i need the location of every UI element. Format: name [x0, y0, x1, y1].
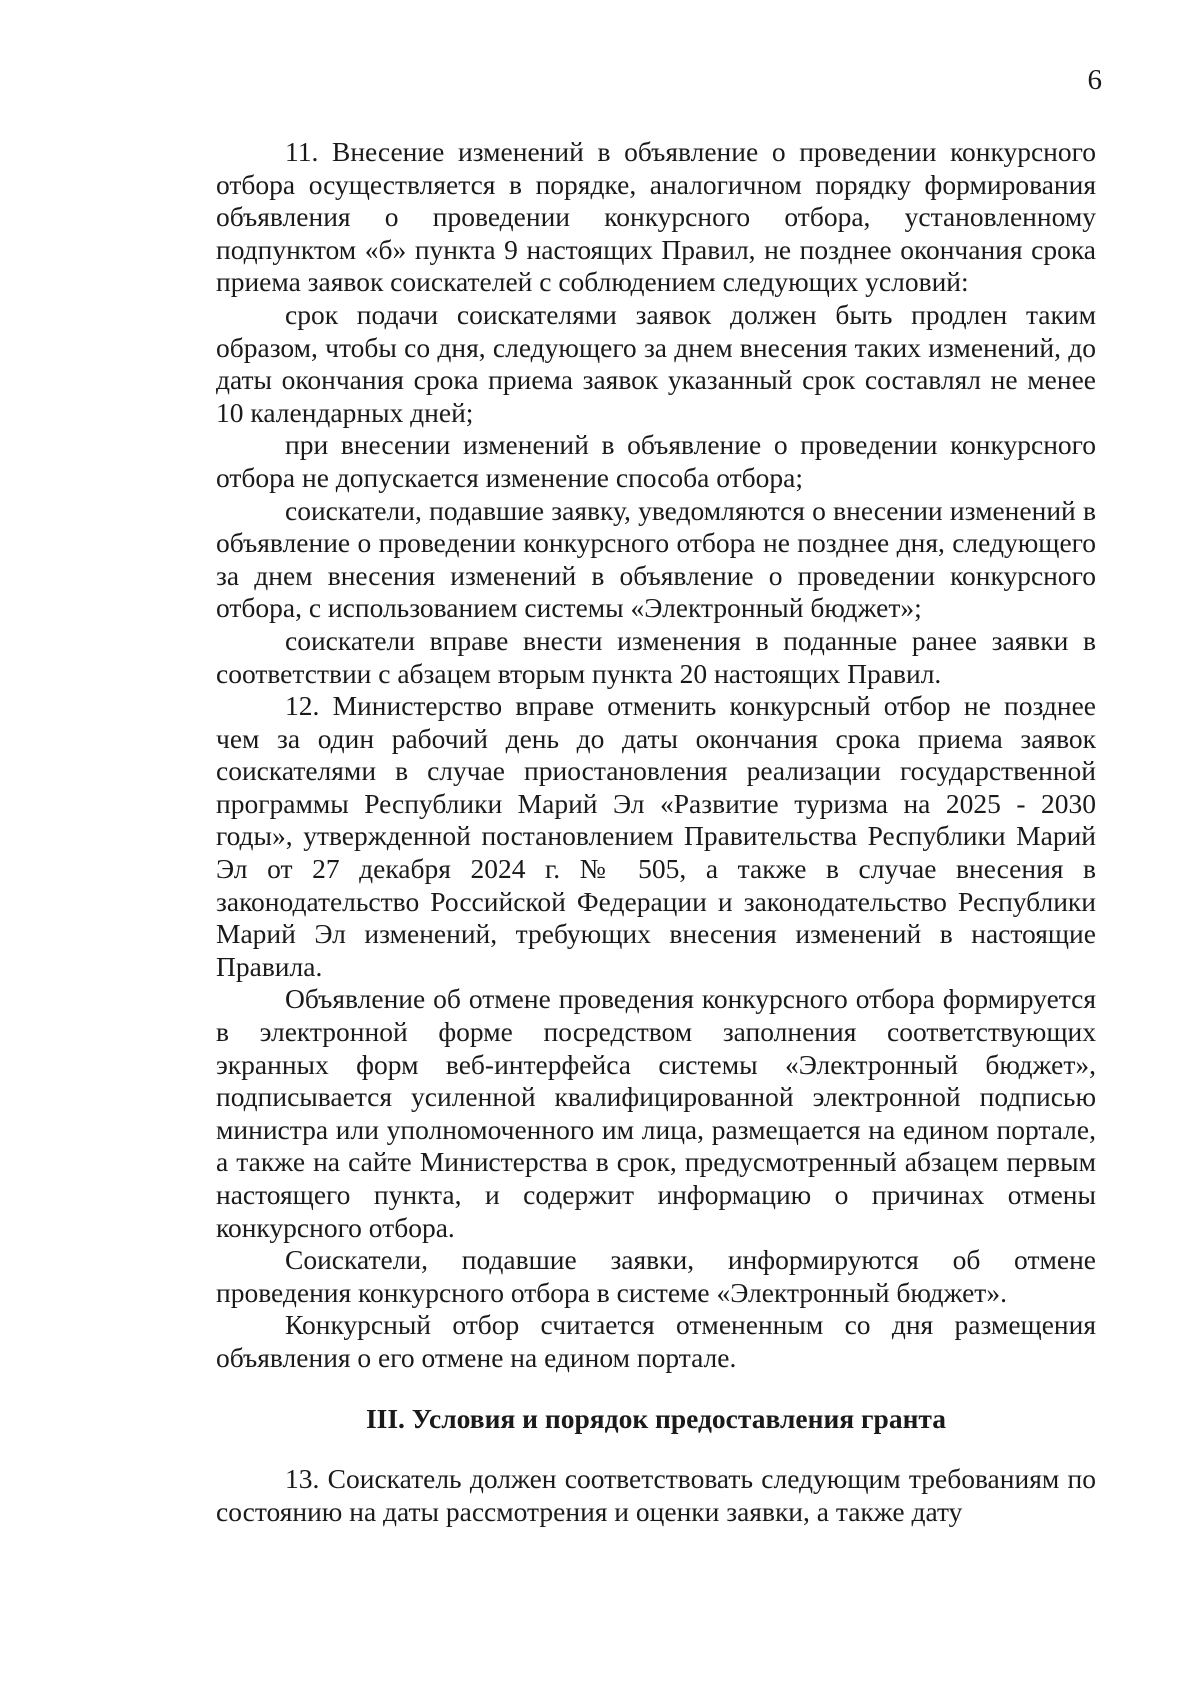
paragraph-12: 12. Министерство вправе отменить конкурсный отбор не позднее чем за один рабочий день до даты окончания срока приема заявок соискателями в случае приостановления реализации государственной программы Республики Марий Эл «Развитие туризма на 2025 - 2030 годы», утвержденной постановлением Правительства Республики Марий Эл от 27 декабря 2024 г. № 505, а также в случае внесения в законодательство Российской Федерации и законодательство Республики Марий Эл изменений, требующих внесения изменений в настоящие Правила. — [216, 690, 1096, 982]
paragraph-13: 13. Соискатель должен соответствовать следующим требованиям по состоянию на даты рассмотрения и оценки заявки, а также дату — [216, 1463, 1096, 1527]
paragraph-11-condition-4: соискатели вправе внести изменения в поданные ранее заявки в соответствии с абзацем вторым пункта 20 настоящих Правил. — [216, 624, 1096, 689]
document-body — [216, 136, 1096, 1528]
paragraph-11: 11. Внесение изменений в объявление о проведении конкурсного отбора осуществляется в порядке, аналогичном порядку формирования объявления о проведении конкурсного отбора, установленному подпунктом «б» пункта 9 настоящих Правил, не позднее окончания срока приема заявок соискателей с соблюдением следующих условий: — [216, 136, 1096, 298]
section-heading: III. Условия и порядок предоставления гранта — [365, 1402, 947, 1434]
page-number: 6 — [1087, 64, 1102, 96]
paragraph-12-announcement: Объявление об отмене проведения конкурсного отбора формируется в электронной форме посредством заполнения соответствующих экранных форм веб-интерфейса системы «Электронный бюджет», подписывается усиленной квалифицированной электронной подписью министра или уполномоченного им лица, размещается на едином портале, а также на сайте Министерства в срок, предусмотренный абзацем первым настоящего пункта, и содержит информацию о причинах отмены конкурсного отбора. — [216, 983, 1096, 1243]
paragraph-11-condition-1: срок подачи соискателями заявок должен быть продлен таким образом, чтобы со дня, следующего за днем внесения таких изменений, до даты окончания срока приема заявок указанный срок составлял не менее 10 календарных дней; — [216, 298, 1096, 428]
paragraph-12-cancellation: Конкурсный отбор считается отмененным со дня размещения объявления о его отмене на едином портале. — [216, 1309, 1096, 1373]
paragraph-12-notification: Соискатели, подавшие заявки, информируются об отмене проведения конкурсного отбора в системе «Электронный бюджет». — [216, 1244, 1096, 1308]
paragraph-11-condition-3: соискатели, подавшие заявку, уведомляются о внесении изменений в объявление о проведении конкурсного отбора не позднее дня, следующего за днем внесения изменений в объявление о проведении конкурсного отбора, с использованием системы «Электронный бюджет»; — [216, 494, 1096, 624]
paragraph-11-condition-2: при внесении изменений в объявление о проведении конкурсного отбора не допускается изменение способа отбора; — [216, 429, 1096, 493]
